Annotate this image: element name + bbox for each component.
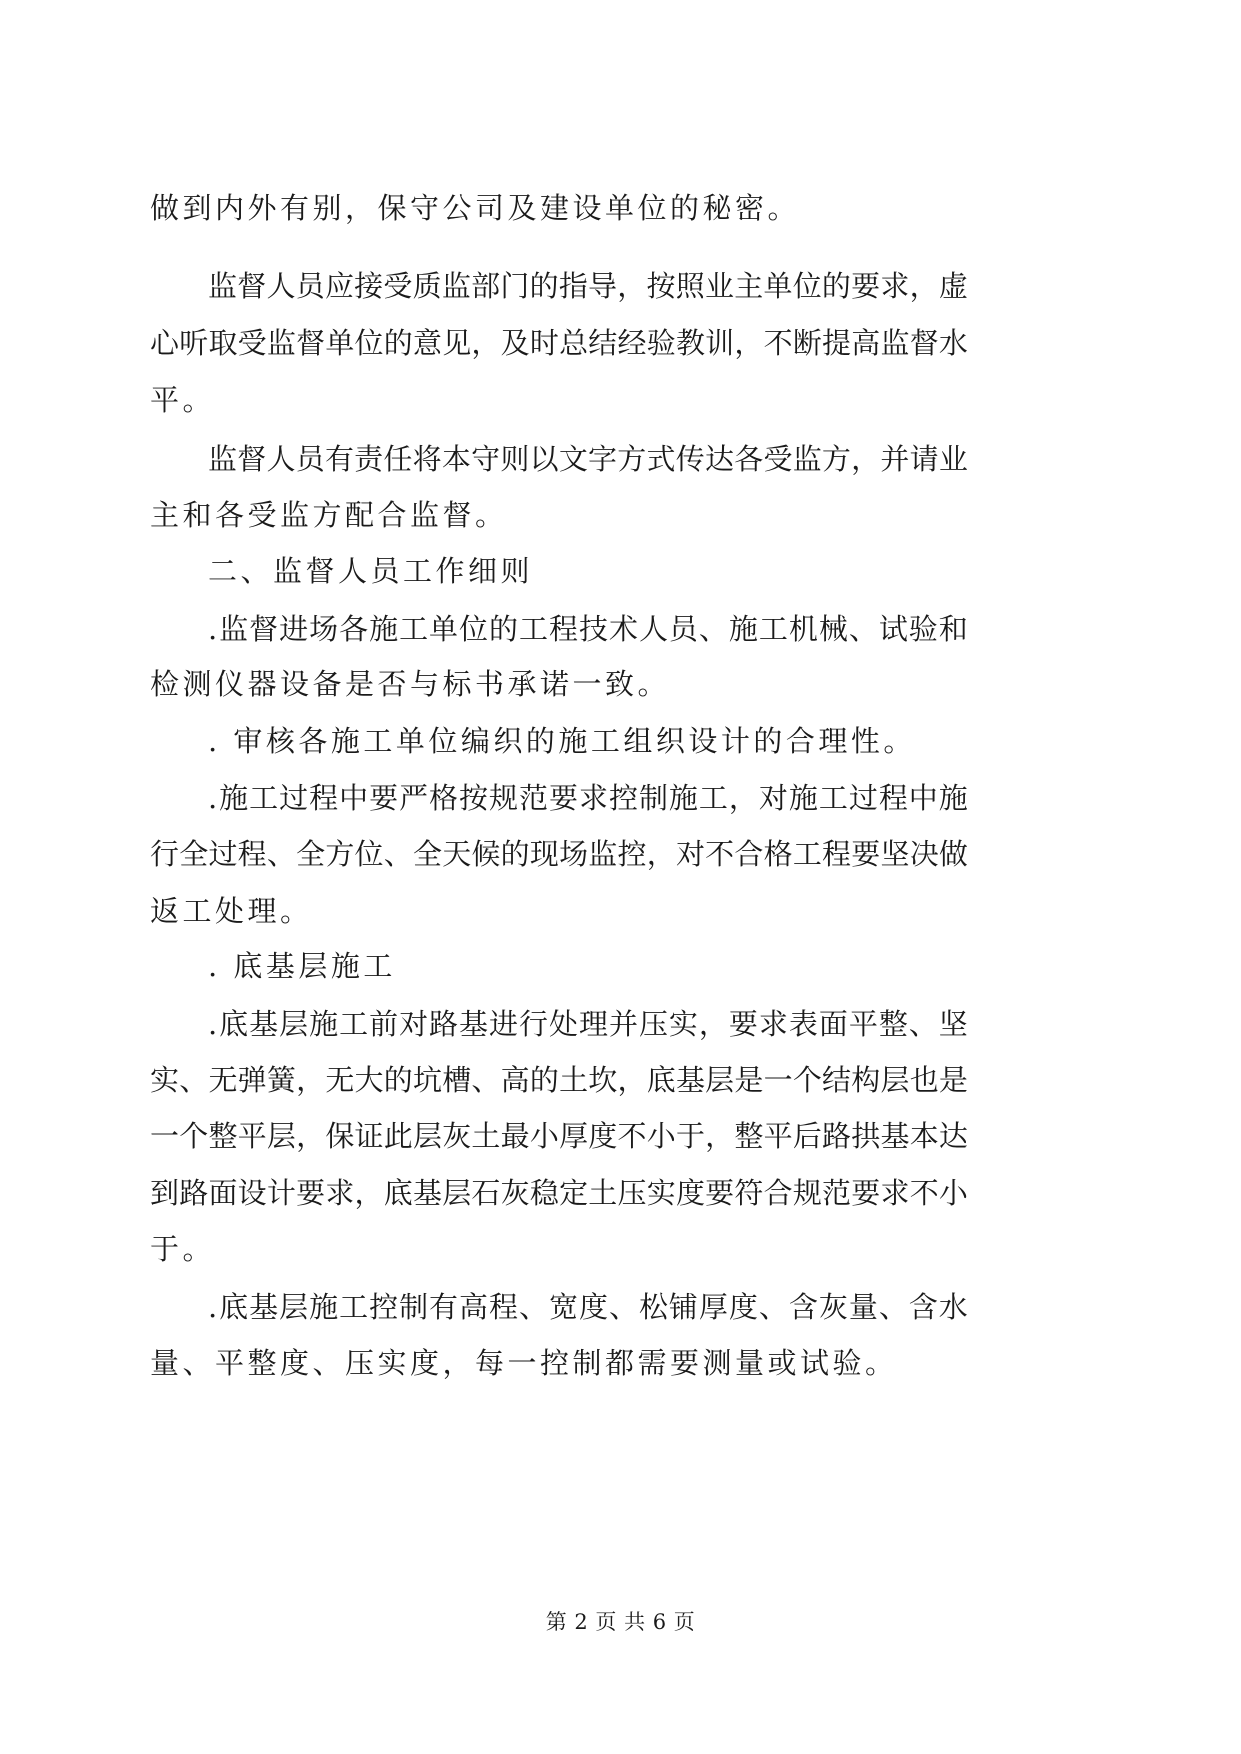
paragraph-line: . 底 基 层 施 工 控 制 有 高 程 、 宽 度 、 松 铺 厚 度 、 含 灰 量 、 含 水 (208, 1290, 968, 1324)
paragraph-line: 行 全 过 程 、 全 方 位 、 全 天 候 的 现 场 监 控 ， 对 不 合 格 工 程 要 坚 决 做 (150, 837, 968, 871)
page-footer: 第 2 页 共 6 页 (545, 1610, 696, 1634)
paragraph-line: 于。 (150, 1232, 216, 1266)
paragraph-line: . 审核各施工单位编织的施工组织设计的合理性。 (208, 724, 916, 758)
paragraph-line: 返工处理。 (150, 894, 313, 928)
paragraph-line: 监 督 人 员 有 责 任 将 本 守 则 以 文 字 方 式 传 达 各 受 监 方 ， 并 请 业 (208, 442, 968, 476)
paragraph-line: . 底 基 层 施 工 前 对 路 基 进 行 处 理 并 压 实 ， 要 求 表 面 平 整 、 坚 (208, 1007, 968, 1041)
paragraph-line: 监 督 人 员 应 接 受 质 监 部 门 的 指 导 ， 按 照 业 主 单 位 的 要 求 ， 虚 (208, 269, 968, 303)
paragraph-line: 量、平整度、压实度，每一控制都需要测量或试验。 (150, 1346, 898, 1380)
paragraph-line: 做到内外有别，保守公司及建设单位的秘密。 (150, 191, 801, 225)
paragraph-line: . 监 督 进 场 各 施 工 单 位 的 工 程 技 术 人 员 、 施 工 机 械 、 试 验 和 (208, 612, 968, 646)
paragraph-line: 实 、 无 弹 簧 ， 无 大 的 坑 槽 、 高 的 土 坎 ， 底 基 层 是 一 个 结 构 层 也 是 (150, 1063, 968, 1097)
paragraph-line: . 底基层施工 (208, 949, 396, 983)
paragraph-line: 平。 (150, 383, 216, 417)
paragraph-line: . 施 工 过 程 中 要 严 格 按 规 范 要 求 控 制 施 工 ， 对 施 工 过 程 中 施 (208, 781, 968, 815)
paragraph-line: 一 个 整 平 层 ， 保 证 此 层 灰 土 最 小 厚 度 不 小 于 ， 整 平 后 路 拱 基 本 达 (150, 1119, 968, 1153)
paragraph-line: 到 路 面 设 计 要 求 ， 底 基 层 石 灰 稳 定 土 压 实 度 要 符 合 规 范 要 求 不 小 (150, 1176, 968, 1210)
paragraph-line: 主和各受监方配合监督。 (150, 498, 508, 532)
paragraph-line: 心 听 取 受 监 督 单 位 的 意 见 ， 及 时 总 结 经 验 教 训 ， 不 断 提 高 监 督 水 (150, 326, 968, 360)
section-heading: 二、监督人员工作细则 (208, 554, 534, 588)
paragraph-line: 检测仪器设备是否与标书承诺一致。 (150, 667, 671, 701)
